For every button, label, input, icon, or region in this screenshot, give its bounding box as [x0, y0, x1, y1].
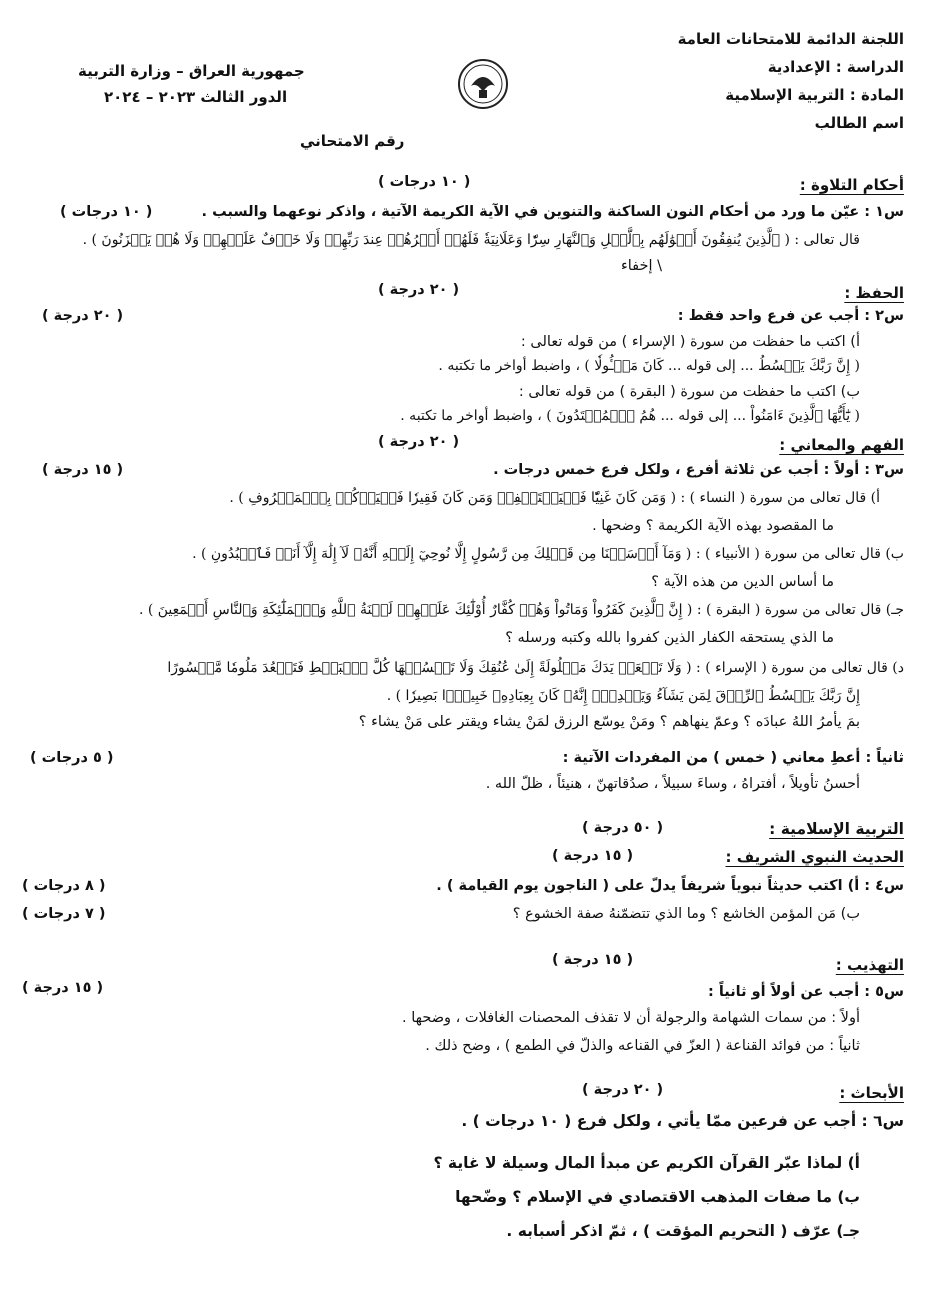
question-2-branch-b: ب) اكتب ما حفظت من سورة ( البقرة ) من قوله تعالى :	[518, 384, 860, 400]
question-5-first: أولاً : من سمات الشهامة والرجولة أن لا تقذف المحصنات الغافلات ، وضحها .	[402, 1010, 860, 1026]
section-marks-tahdhib: ( ١٥ درجة )	[552, 952, 634, 968]
question-3-part-2-marks: ( ٥ درجات )	[30, 750, 114, 766]
section-title-fahm: الفهم والمعاني :	[779, 436, 904, 454]
question-3-branch-a-question: ما المقصود بهذه الآية الكريمة ؟ وضحها .	[592, 518, 834, 534]
question-3-branch-b: ب) قال تعالى من سورة ( الأنبياء ) : ( وَمَآ أَرۡسَلۡنَا مِن قَبۡلِكَ مِن رَّسُولٍ إِلَّا نُوحِيٓ إِلَيۡهِ أَنَّهُۥ لَآ إِلَٰهَ إِلَّآ أَنَا۠ فَٱعۡبُدُونِ ) .	[192, 546, 904, 562]
section-marks-tilawa: ( ١٠ درجات )	[378, 174, 471, 190]
study-level: الدراسة : الإعدادية	[767, 58, 904, 76]
section-title-hifz: الحفظ :	[844, 284, 904, 302]
question-3-marks: ( ١٥ درجة )	[42, 462, 124, 478]
question-3-branch-d-question: بمَ يأمرُ اللهُ عبادَه ؟ وعمّ ينهاهم ؟ ومَنْ يوسّع الرزق لمَنْ يشاء ويقتر على مَنْ يشاء ؟	[358, 714, 860, 730]
committee-name: اللجنة الدائمة للامتحانات العامة	[677, 30, 904, 48]
question-2-marks: ( ٢٠ درجة )	[42, 308, 124, 324]
question-5-second: ثانياً : من فوائد القناعة ( العزّ في القناعه والذلّ في الطمع ) ، وضح ذلك .	[425, 1038, 860, 1054]
question-4-a: س٤ : أ) اكتب حديثاً نبوياً شريفاً يدلّ على ( الناجون يوم القيامة ) .	[436, 878, 904, 894]
question-5-marks: ( ١٥ درجة )	[22, 980, 104, 996]
question-4-b-marks: ( ٧ درجات )	[22, 906, 106, 922]
section-marks-abhath: ( ٢٠ درجة )	[582, 1082, 664, 1098]
subject-name: المادة : التربية الإسلامية	[725, 86, 904, 104]
question-3: س٣ : أولاً : أجب عن ثلاثة أفرع ، ولكل فرع خمس درجات .	[493, 462, 904, 478]
section-marks-hadith: ( ١٥ درجة )	[552, 848, 634, 864]
question-2-branch-a: أ) اكتب ما حفظت من سورة ( الإسراء ) من قوله تعالى :	[520, 334, 860, 350]
question-1: س١ : عيّن ما ورد من أحكام النون الساكنة والتنوين في الآية الكريمة الآتية ، واذكر نوعهما والسبب .	[201, 204, 904, 220]
iraq-emblem-seal	[457, 58, 509, 110]
question-3-branch-c-question: ما الذي يستحقه الكفار الذين كفروا بالله وكتبه ورسله ؟	[505, 630, 834, 646]
question-6-c: جـ) عرّف ( التحريم المؤقت ) ، ثمّ اذكر أسبابه .	[506, 1222, 860, 1240]
exam-number-label: رقم الامتحاني	[300, 132, 405, 150]
ministry-name: جمهورية العراق – وزارة التربية	[78, 62, 305, 80]
section-marks-fahm: ( ٢٠ درجة )	[378, 434, 460, 450]
question-1-marks: ( ١٠ درجات )	[60, 204, 153, 220]
exam-round: الدور الثالث ٢٠٢٣ – ٢٠٢٤	[104, 88, 288, 106]
question-2: س٢ : أجب عن فرع واحد فقط :	[677, 308, 904, 324]
question-2-branch-b-verse: ( يَٰٓأَيُّهَا ٱلَّذِينَ ءَامَنُواْ ... إلى قوله ... هُمُ ٱلۡمُهۡتَدُونَ ) ، واضبط أواخر ما تكتبه .	[400, 408, 860, 424]
question-6-a: أ) لماذا عبّر القرآن الكريم عن مبدأ المال وسيلة لا غاية ؟	[433, 1154, 860, 1172]
handwritten-note: \ إخفاء	[620, 258, 662, 274]
question-2-branch-a-verse: ( إِنَّ رَبَّكَ يَبۡسُطُ ... إلى قوله ... كَانَ مَسۡـُٔولٗا ) ، واضبط أواخر ما تكتبه .	[438, 358, 860, 374]
question-3-branch-a: أ) قال تعالى من سورة ( النساء ) : ( وَمَن كَانَ غَنِيّٗا فَلۡيَسۡتَعۡفِفۡ وَمَن كَانَ فَقِيرٗا فَلۡيَأۡكُلۡ بِٱلۡمَعۡرُوفِ ) .	[229, 490, 880, 506]
section-title-tarbiya: التربية الإسلامية :	[769, 820, 904, 838]
question-3-branch-d-verse-2: إِنَّ رَبَّكَ يَبۡسُطُ ٱلرِّزۡقَ لِمَن يَشَآءُ وَيَقۡدِرُۚ إِنَّهُۥ كَانَ بِعِبَادِهِۦ خَبِيرَۢا بَصِيرٗا ) .	[386, 688, 860, 704]
question-3-branch-b-question: ما أساس الدين من هذه الآية ؟	[651, 574, 834, 590]
question-5: س٥ : أجب عن أولاً أو ثانياً :	[708, 984, 904, 1000]
student-name-label: اسم الطالب	[814, 114, 904, 132]
question-6-b: ب) ما صفات المذهب الاقتصادي في الإسلام ؟ وضّحها	[455, 1188, 860, 1206]
section-title-tahdhib: التهذيب :	[835, 956, 904, 974]
section-title-hadith: الحديث النبوي الشريف :	[725, 848, 904, 866]
verse-q1: قال تعالى : ( ٱلَّذِينَ يُنفِقُونَ أَمۡوَٰلَهُم بِٱلَّيۡلِ وَٱلنَّهَارِ سِرّٗا وَعَلَانِيَةٗ فَلَهُمۡ أَجۡرُهُمۡ عِندَ رَبِّهِمۡ وَلَا خَوۡفٌ عَلَيۡهِمۡ وَلَا هُمۡ يَحۡزَنُونَ ) .	[82, 232, 860, 248]
section-marks-hifz: ( ٢٠ درجة )	[378, 282, 460, 298]
question-4-b: ب) مَن المؤمن الخاشع ؟ وما الذي تتضمّنهُ صفة الخشوع ؟	[512, 906, 860, 922]
vocabulary-words: أحسنُ تأويلاً ، أفتراهُ ، وساءَ سبيلاً ، صدُقاتهنّ ، هنيئاً ، ظلّ الله .	[485, 776, 860, 792]
question-3-branch-d: د) قال تعالى من سورة ( الإسراء ) : ( وَلَا تَجۡعَلۡ يَدَكَ مَغۡلُولَةً إِلَىٰ عُنُقِكَ وَلَا تَبۡسُطۡهَا كُلَّ ٱلۡبَسۡطِ فَتَقۡعُدَ مَلُومٗا مَّحۡسُورًا	[167, 660, 904, 676]
section-title-abhath: الأبحاث :	[839, 1084, 904, 1102]
question-3-branch-c: جـ) قال تعالى من سورة ( البقرة ) : ( إِنَّ ٱلَّذِينَ كَفَرُواْ وَمَاتُواْ وَهُمۡ كُفَّارٌ أُوْلَٰٓئِكَ عَلَيۡهِمۡ لَعۡنَةُ ٱللَّهِ وَٱلۡمَلَٰٓئِكَةِ وَٱلنَّاسِ أَجۡمَعِينَ ) .	[138, 602, 904, 618]
section-title-tilawa: أحكام التلاوة :	[799, 176, 904, 194]
question-3-part-2: ثانياً : أعطِ معاني ( خمس ) من المفردات الآتية :	[562, 750, 904, 766]
section-marks-tarbiya: ( ٥٠ درجة )	[582, 820, 664, 836]
question-6: س٦ : أجب عن فرعين ممّا يأتي ، ولكل فرع ( ١٠ درجات ) .	[461, 1112, 904, 1130]
question-4-a-marks: ( ٨ درجات )	[22, 878, 106, 894]
